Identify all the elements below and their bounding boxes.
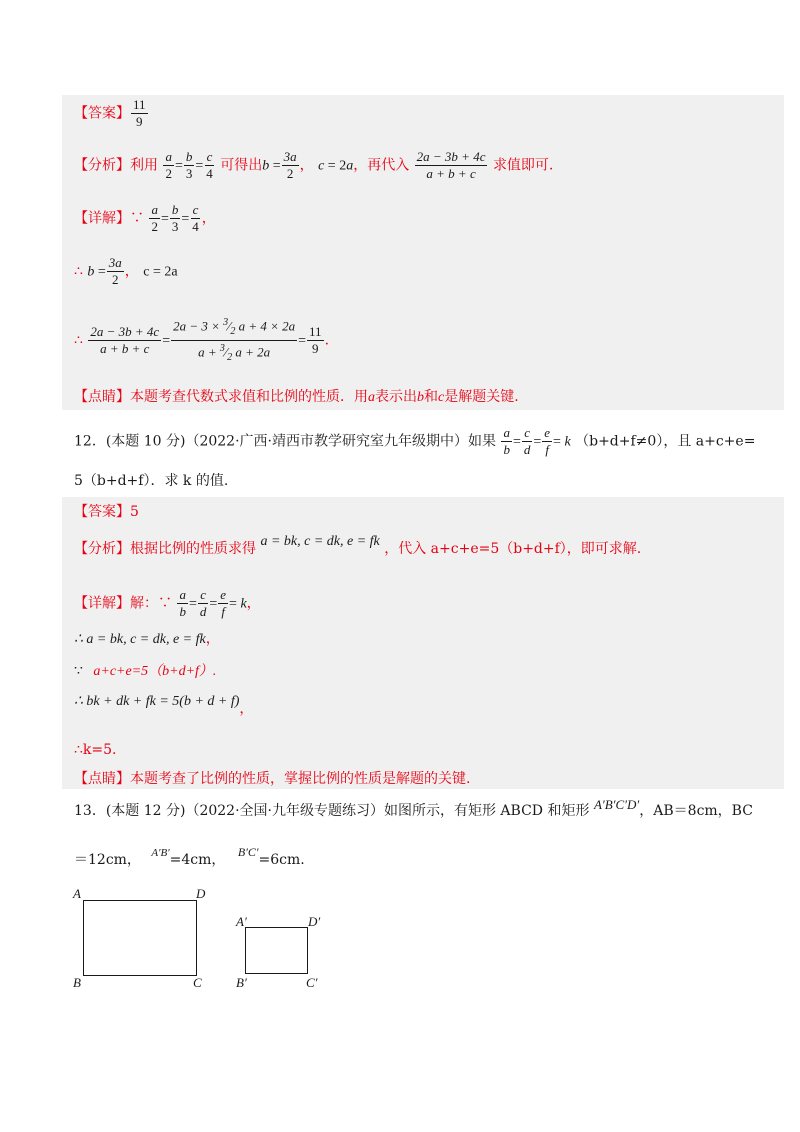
c-equation: c = 2a bbox=[143, 264, 178, 280]
q12-analysis-expr: a = bk, c = dk, e = fk bbox=[260, 534, 380, 549]
q12-analysis-line bbox=[74, 534, 642, 559]
q12-header-line: 12．(本题 10 分)（2022·广西·靖西市教学研究室九年级期中）如果 $\frac{a}{b}$ = $\frac{c}{d}$ = $\frac{e}{f}$ = k （b+d+f≠0），且 a+c+e= bbox=[74, 425, 756, 457]
rectangle-abcd bbox=[83, 900, 197, 976]
q11-point-text2: 表示出 bbox=[375, 389, 417, 405]
q11-analysis-label: 【分析】 bbox=[74, 157, 130, 174]
frac-a-2: $\frac{a}{2}$ bbox=[165, 149, 172, 181]
because-symbol-2: ∵ bbox=[74, 663, 83, 679]
therefore-symbol: ∴ bbox=[74, 332, 83, 349]
frac-e-f2: $\frac{e}{f}$ bbox=[220, 587, 227, 619]
q12-detail-line: 【详解】解：∵ $\frac{a}{b}$ = $\frac{c}{d}$ = $\frac{e}{f}$ = k， bbox=[74, 587, 261, 619]
frac-b-3b: $\frac{b}{3}$ bbox=[171, 202, 179, 234]
label-a: A bbox=[73, 886, 81, 901]
because-symbol: ∵ bbox=[130, 210, 144, 227]
q12-detail-label: 【详解】 bbox=[74, 595, 130, 612]
frac-c-4: $\frac{c}{4}$ bbox=[206, 149, 213, 181]
frac-3a-2b: $\frac{3a}{2}$ bbox=[108, 255, 122, 287]
frac-expression: $\frac{2a - 3b + 4c}{a + b + c}$ bbox=[416, 149, 486, 181]
q11-analysis-text3: ，再代入 bbox=[353, 157, 410, 174]
frac-b-3: $\frac{b}{3}$ bbox=[185, 149, 193, 181]
q11-analysis-line: 【分析】利用 $\frac{a}{2}$ = $\frac{b}{3}$ = $\frac{c}{4}$ 可得出b = $\frac{3a}{2}$ ， c = 2a，再代入 $\frac{2a - 3b + 4c}{a + b + c}$ 求值即可. bbox=[74, 149, 554, 181]
frac-3a-2: $\frac{3a}{2}$ bbox=[283, 149, 297, 181]
q11-detail-label: 【详解】 bbox=[74, 210, 130, 227]
q13-ab-prime: A′B′ bbox=[151, 847, 170, 859]
q12-line2 bbox=[74, 472, 228, 490]
comma: ， bbox=[124, 263, 139, 280]
q13-rect2: A′B′C′D′ bbox=[593, 797, 640, 812]
q12-answer-label: 【答案】 bbox=[74, 504, 130, 520]
rectangle-a2b2c2d2 bbox=[245, 927, 308, 974]
frac-c-d: $\frac{c}{d}$ bbox=[523, 425, 531, 457]
q12-step2-line bbox=[74, 662, 216, 681]
q11-analysis-text2: 可得出 bbox=[220, 157, 263, 174]
frac-c-d2: $\frac{c}{d}$ bbox=[199, 587, 207, 619]
label-a-prime: A′ bbox=[236, 914, 247, 929]
q11-step2-line: ∴ $\frac{2a - 3b + 4c}{a + b + c}$ = $\frac{2a - 3 \times ^3⁄_2 a + 4 \times 2a}{a + ^3⁄_2 a + 2a}$ = $\frac{11}{9}$ . bbox=[74, 317, 330, 363]
q11-answer-fraction: $\frac{11}{9}$ bbox=[133, 97, 146, 129]
label-d-prime: D′ bbox=[308, 914, 321, 929]
q13-bc-prime-length: =6cm. bbox=[258, 852, 305, 868]
q12-result-line bbox=[74, 741, 116, 759]
q11-answer-label: 【答案】 bbox=[74, 105, 130, 122]
therefore-symbol: ∴ bbox=[74, 263, 83, 280]
q13-ab-prime-length: =4cm， bbox=[169, 852, 226, 868]
q11-analysis-text: 利用 bbox=[130, 157, 158, 174]
q12-step1-line: ∴ a = bk, c = dk, e = fk， bbox=[74, 631, 220, 647]
q12-header: 12．(本题 10 分)（2022·广西·靖西市教学研究室九年级期中）如果 bbox=[74, 433, 496, 450]
q13-header-tail: ，AB＝8cm，BC bbox=[639, 803, 753, 819]
frac-a-b: $\frac{a}{b}$ bbox=[503, 425, 510, 457]
comma: ， bbox=[201, 210, 216, 227]
q13-bc-length: ＝12cm， bbox=[74, 852, 141, 868]
q12-point-line bbox=[74, 770, 470, 788]
period: . bbox=[324, 332, 330, 349]
q12-answer-line bbox=[74, 503, 139, 521]
label-d: D bbox=[196, 886, 206, 901]
q12-eq-expr: ∴ a = bk, c = dk, e = fk bbox=[74, 632, 206, 647]
q12-because-line: a+c+e=5（b+d+f）. bbox=[93, 664, 217, 679]
q12-answer-value: 5 bbox=[130, 504, 139, 520]
frac-e-f: $\frac{e}{f}$ bbox=[544, 425, 551, 457]
q11-analysis-text4: 求值即可. bbox=[492, 157, 554, 174]
label-c-prime: C′ bbox=[306, 975, 318, 990]
q12-point-label: 【点睛】 bbox=[74, 771, 130, 787]
var-c: c bbox=[438, 390, 445, 405]
q11-analysis-comma: ， bbox=[299, 157, 314, 174]
frac-substituted: $\frac{2a - 3 \times ^3⁄_2 a + 4 \times 2a}{a + ^3⁄_2 a + 2a}$ bbox=[173, 317, 296, 363]
q11-point-line bbox=[74, 388, 519, 407]
q11-answer-line bbox=[74, 98, 149, 129]
q12-analysis-label: 【分析】 bbox=[74, 541, 130, 557]
label-c: C bbox=[193, 975, 202, 990]
q12-step3-line: ∴ bk + dk + fk = 5(b + d + f)， bbox=[74, 694, 254, 717]
q11-point-text1: 本题考查代数式求值和比例的性质．用 bbox=[130, 389, 368, 405]
q11-point-text3: 和 bbox=[424, 389, 438, 405]
q12-condition: 5（b+d+f）．求 k 的值. bbox=[74, 473, 229, 489]
q11-point-text4: 是解题关键. bbox=[444, 389, 519, 405]
frac-a-b2: $\frac{a}{b}$ bbox=[179, 587, 186, 619]
q12-analysis-text1: 根据比例的性质求得 bbox=[130, 541, 256, 557]
q12-header-tail: （b+d+f≠0），且 a+c+e= bbox=[575, 433, 756, 450]
q12-analysis-text2: ，代入 a+c+e=5（b+d+f），即可求解. bbox=[384, 541, 642, 557]
q13-header: 13．(本题 12 分)（2022·全国·九年级专题练习）如图所示，有矩形 ABCD 和矩形 bbox=[74, 803, 590, 819]
q12-result: ∴k=5. bbox=[74, 742, 117, 758]
q11-step1-line: ∴ b = $\frac{3a}{2}$ ， c = 2a bbox=[74, 255, 178, 287]
frac-11-9: $\frac{11}{9}$ bbox=[309, 323, 322, 356]
q13-bc-prime: B′C′ bbox=[237, 845, 259, 859]
var-b: b bbox=[417, 390, 424, 405]
var-a: a bbox=[368, 390, 375, 405]
label-b: B bbox=[73, 975, 81, 990]
label-b-prime: B′ bbox=[236, 975, 247, 990]
q13-line2 bbox=[74, 845, 305, 870]
q11-point-label: 【点睛】 bbox=[74, 389, 130, 405]
q11-detail-line: 【详解】∵ $\frac{a}{2}$ = $\frac{b}{3}$ = $\frac{c}{4}$ ， bbox=[74, 202, 216, 234]
frac-expression-b: $\frac{2a - 3b + 4c}{a + b + c}$ bbox=[90, 323, 160, 356]
frac-a-2b: $\frac{a}{2}$ bbox=[151, 202, 158, 234]
frac-c-4b: $\frac{c}{4}$ bbox=[192, 202, 199, 234]
q12-point-text: 本题考查了比例的性质，掌握比例的性质是解题的关键. bbox=[130, 771, 471, 787]
q12-sum-expr: ∴ bk + dk + fk = 5(b + d + f) bbox=[74, 694, 240, 709]
q12-detail-text: 解：∵ bbox=[130, 595, 172, 612]
q13-header-line bbox=[74, 797, 753, 820]
